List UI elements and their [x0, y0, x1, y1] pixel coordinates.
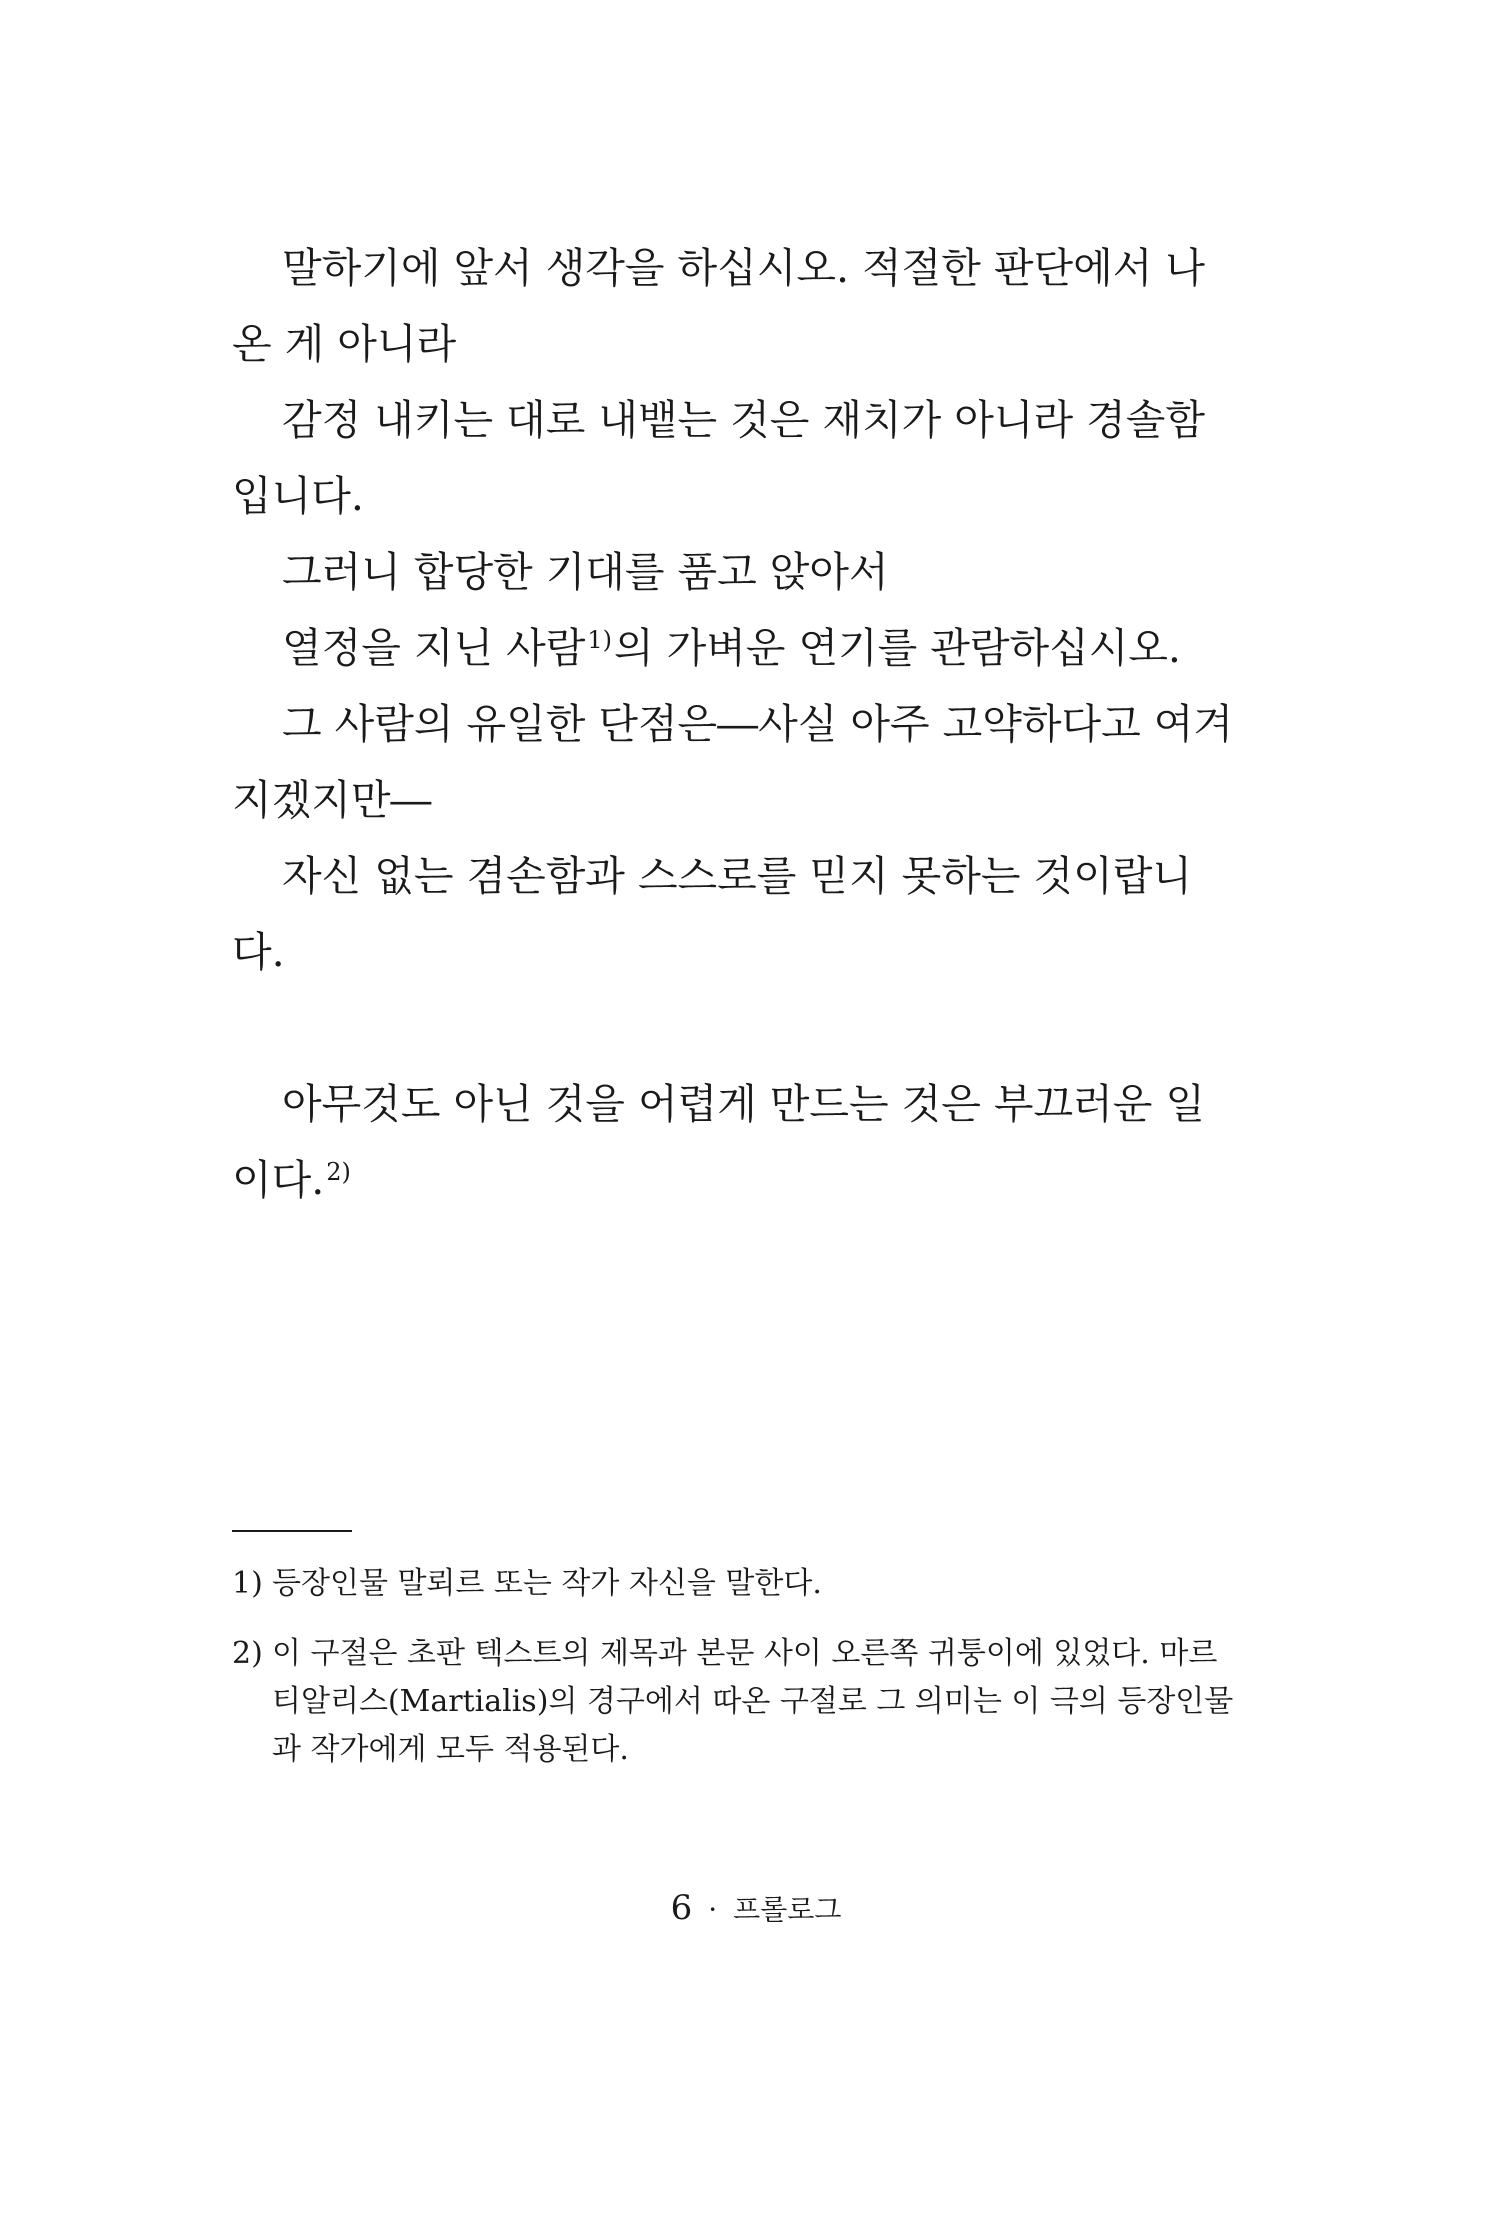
verse-line: 말하기에 앞서 생각을 하십시오. 적절한 판단에서 나온 게 아니라: [232, 244, 1205, 368]
page-number: 6: [670, 1888, 693, 1928]
page-footer: [0, 1888, 1512, 1930]
footnote-mark: 2): [232, 1636, 263, 1671]
epigraph: [232, 1066, 1242, 1218]
footnote-reference-2[interactable]: 2): [326, 1158, 351, 1186]
epigraph-text: 아무것도 아닌 것을 어렵게 만드는 것은 부끄러운 일이다.: [232, 1080, 1205, 1204]
footnote-divider: [232, 1530, 352, 1532]
verse-line: 그 사람의 유일한 단점은―사실 아주 고약하다고 여겨지겠지만―: [232, 700, 1233, 824]
footnote-1: [232, 1560, 1242, 1608]
verse-line: [232, 610, 1242, 686]
verse-line: 자신 없는 겸손함과 스스로를 믿지 못하는 것이랍니다.: [232, 852, 1192, 976]
footnote-mark: 1): [232, 1566, 263, 1601]
verse-line: 감정 내키는 대로 내뱉는 것은 재치가 아니라 경솔함입니다.: [232, 396, 1205, 520]
footnote-text: 이 구절은 초판 텍스트의 제목과 본문 사이 오른쪽 귀퉁이에 있었다. 마르티알리스(Martialis)의 경구에서 따온 구절로 그 의미는 이 극의 등장인물과 작가에게 모두 적용된다.: [272, 1636, 1234, 1767]
verse-text: 의 가벼운 연기를 관람하십시오.: [613, 624, 1181, 672]
footnote-2: [232, 1630, 1242, 1774]
prologue-verse: [232, 230, 1242, 1218]
verse-text: 열정을 지닌 사람: [282, 624, 586, 672]
footnote-text: 등장인물 말뢰르 또는 작가 자신을 말한다.: [272, 1566, 822, 1601]
footnotes: [232, 1560, 1242, 1774]
footnote-reference-1[interactable]: 1): [587, 626, 612, 654]
verse-line: 그러니 합당한 기대를 품고 앉아서: [282, 548, 889, 596]
section-title: 프롤로그: [733, 1893, 842, 1926]
footer-separator: ·: [708, 1893, 718, 1926]
